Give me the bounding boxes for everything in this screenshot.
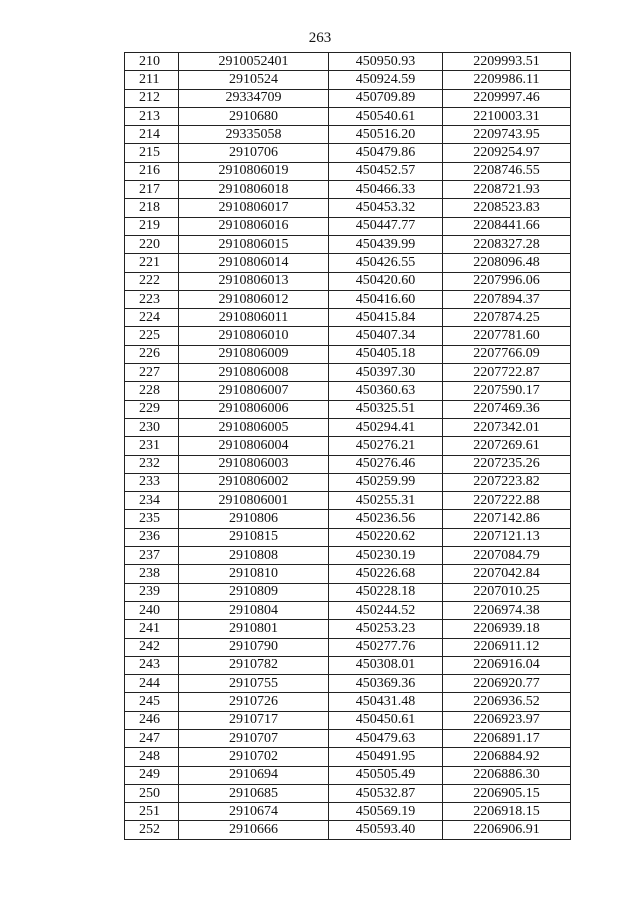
row-number-cell: 221 [125,254,179,272]
y-coordinate-cell: 2209743.95 [443,126,571,144]
y-coordinate-cell: 2206911.12 [443,638,571,656]
x-coordinate-cell: 450431.48 [329,693,443,711]
point-id-cell: 2910694 [179,766,329,784]
point-id-cell: 2910806008 [179,364,329,382]
point-id-cell: 2910806019 [179,162,329,180]
x-coordinate-cell: 450453.32 [329,199,443,217]
point-id-cell: 2910806013 [179,272,329,290]
table-row [125,144,571,162]
x-coordinate-cell: 450505.49 [329,766,443,784]
table-row [125,693,571,711]
table-row [125,89,571,107]
x-coordinate-cell: 450277.76 [329,638,443,656]
row-number-cell: 238 [125,565,179,583]
y-coordinate-cell: 2207766.09 [443,345,571,363]
table-row [125,528,571,546]
table-row [125,748,571,766]
row-number-cell: 227 [125,364,179,382]
table-row [125,327,571,345]
table-row [125,126,571,144]
row-number-cell: 229 [125,400,179,418]
x-coordinate-cell: 450569.19 [329,803,443,821]
y-coordinate-cell: 2206920.77 [443,675,571,693]
y-coordinate-cell: 2208523.83 [443,199,571,217]
table-row [125,565,571,583]
point-id-cell: 2910806010 [179,327,329,345]
x-coordinate-cell: 450308.01 [329,656,443,674]
row-number-cell: 243 [125,656,179,674]
table-row [125,675,571,693]
table-row [125,254,571,272]
table-row [125,547,571,565]
y-coordinate-cell: 2207010.25 [443,583,571,601]
point-id-cell: 2910707 [179,729,329,747]
point-id-cell: 2910806004 [179,437,329,455]
y-coordinate-cell: 2208746.55 [443,162,571,180]
table-row [125,803,571,821]
y-coordinate-cell: 2206916.04 [443,656,571,674]
table-row [125,272,571,290]
row-number-cell: 235 [125,510,179,528]
point-id-cell: 2910815 [179,528,329,546]
table-row [125,821,571,839]
table-row [125,656,571,674]
x-coordinate-cell: 450276.46 [329,455,443,473]
x-coordinate-cell: 450426.55 [329,254,443,272]
point-id-cell: 2910782 [179,656,329,674]
point-id-cell: 2910674 [179,803,329,821]
x-coordinate-cell: 450540.61 [329,107,443,125]
y-coordinate-cell: 2207722.87 [443,364,571,382]
row-number-cell: 251 [125,803,179,821]
x-coordinate-cell: 450532.87 [329,784,443,802]
table-row [125,711,571,729]
point-id-cell: 2910806003 [179,455,329,473]
table-row [125,601,571,619]
x-coordinate-cell: 450420.60 [329,272,443,290]
point-id-cell: 2910806015 [179,235,329,253]
y-coordinate-cell: 2209993.51 [443,53,571,71]
coordinates-table [124,52,571,840]
y-coordinate-cell: 2207781.60 [443,327,571,345]
row-number-cell: 241 [125,620,179,638]
row-number-cell: 247 [125,729,179,747]
row-number-cell: 228 [125,382,179,400]
x-coordinate-cell: 450415.84 [329,309,443,327]
row-number-cell: 211 [125,71,179,89]
x-coordinate-cell: 450416.60 [329,290,443,308]
row-number-cell: 248 [125,748,179,766]
table-row [125,309,571,327]
y-coordinate-cell: 2209254.97 [443,144,571,162]
point-id-cell: 2910702 [179,748,329,766]
y-coordinate-cell: 2207222.88 [443,492,571,510]
point-id-cell: 2910726 [179,693,329,711]
table-row [125,345,571,363]
y-coordinate-cell: 2207142.86 [443,510,571,528]
x-coordinate-cell: 450276.21 [329,437,443,455]
table-row [125,455,571,473]
y-coordinate-cell: 2208441.66 [443,217,571,235]
point-id-cell: 2910806005 [179,418,329,436]
x-coordinate-cell: 450236.56 [329,510,443,528]
row-number-cell: 217 [125,181,179,199]
table-row [125,235,571,253]
y-coordinate-cell: 2206974.38 [443,601,571,619]
point-id-cell: 2910804 [179,601,329,619]
row-number-cell: 231 [125,437,179,455]
y-coordinate-cell: 2206884.92 [443,748,571,766]
y-coordinate-cell: 2208327.28 [443,235,571,253]
table-row [125,290,571,308]
y-coordinate-cell: 2207223.82 [443,473,571,491]
x-coordinate-cell: 450950.93 [329,53,443,71]
point-id-cell: 2910806011 [179,309,329,327]
y-coordinate-cell: 2207121.13 [443,528,571,546]
row-number-cell: 220 [125,235,179,253]
table-row [125,510,571,528]
table-row [125,107,571,125]
x-coordinate-cell: 450405.18 [329,345,443,363]
row-number-cell: 222 [125,272,179,290]
row-number-cell: 232 [125,455,179,473]
row-number-cell: 214 [125,126,179,144]
row-number-cell: 230 [125,418,179,436]
row-number-cell: 218 [125,199,179,217]
y-coordinate-cell: 2206905.15 [443,784,571,802]
table-row [125,766,571,784]
row-number-cell: 224 [125,309,179,327]
table-body [125,53,571,840]
page-number: 263 [308,30,332,46]
y-coordinate-cell: 2206936.52 [443,693,571,711]
table-row [125,418,571,436]
row-number-cell: 237 [125,547,179,565]
x-coordinate-cell: 450255.31 [329,492,443,510]
row-number-cell: 215 [125,144,179,162]
y-coordinate-cell: 2206891.17 [443,729,571,747]
row-number-cell: 233 [125,473,179,491]
y-coordinate-cell: 2207469.36 [443,400,571,418]
x-coordinate-cell: 450516.20 [329,126,443,144]
x-coordinate-cell: 450253.23 [329,620,443,638]
point-id-cell: 2910806 [179,510,329,528]
y-coordinate-cell: 2207042.84 [443,565,571,583]
y-coordinate-cell: 2207342.01 [443,418,571,436]
x-coordinate-cell: 450294.41 [329,418,443,436]
table-row [125,784,571,802]
x-coordinate-cell: 450230.19 [329,547,443,565]
point-id-cell: 2910706 [179,144,329,162]
row-number-cell: 244 [125,675,179,693]
table-row [125,729,571,747]
point-id-cell: 2910808 [179,547,329,565]
y-coordinate-cell: 2207996.06 [443,272,571,290]
point-id-cell: 2910806012 [179,290,329,308]
point-id-cell: 2910806001 [179,492,329,510]
point-id-cell: 29335058 [179,126,329,144]
x-coordinate-cell: 450466.33 [329,181,443,199]
x-coordinate-cell: 450452.57 [329,162,443,180]
table-row [125,217,571,235]
y-coordinate-cell: 2207590.17 [443,382,571,400]
point-id-cell: 2910806007 [179,382,329,400]
point-id-cell: 2910806014 [179,254,329,272]
row-number-cell: 242 [125,638,179,656]
row-number-cell: 234 [125,492,179,510]
y-coordinate-cell: 2207269.61 [443,437,571,455]
x-coordinate-cell: 450325.51 [329,400,443,418]
y-coordinate-cell: 2206886.30 [443,766,571,784]
y-coordinate-cell: 2207874.25 [443,309,571,327]
x-coordinate-cell: 450439.99 [329,235,443,253]
point-id-cell: 2910685 [179,784,329,802]
y-coordinate-cell: 2206918.15 [443,803,571,821]
x-coordinate-cell: 450447.77 [329,217,443,235]
point-id-cell: 2910810 [179,565,329,583]
y-coordinate-cell: 2206906.91 [443,821,571,839]
x-coordinate-cell: 450220.62 [329,528,443,546]
row-number-cell: 212 [125,89,179,107]
row-number-cell: 252 [125,821,179,839]
point-id-cell: 2910666 [179,821,329,839]
table-row [125,181,571,199]
point-id-cell: 2910809 [179,583,329,601]
point-id-cell: 2910790 [179,638,329,656]
x-coordinate-cell: 450491.95 [329,748,443,766]
x-coordinate-cell: 450228.18 [329,583,443,601]
x-coordinate-cell: 450479.86 [329,144,443,162]
point-id-cell: 2910806018 [179,181,329,199]
x-coordinate-cell: 450407.34 [329,327,443,345]
point-id-cell: 2910717 [179,711,329,729]
x-coordinate-cell: 450397.30 [329,364,443,382]
point-id-cell: 2910806017 [179,199,329,217]
y-coordinate-cell: 2208721.93 [443,181,571,199]
x-coordinate-cell: 450709.89 [329,89,443,107]
table-row [125,473,571,491]
x-coordinate-cell: 450360.63 [329,382,443,400]
row-number-cell: 250 [125,784,179,802]
row-number-cell: 236 [125,528,179,546]
y-coordinate-cell: 2209986.11 [443,71,571,89]
x-coordinate-cell: 450369.36 [329,675,443,693]
table-row [125,53,571,71]
row-number-cell: 245 [125,693,179,711]
row-number-cell: 216 [125,162,179,180]
row-number-cell: 240 [125,601,179,619]
y-coordinate-cell: 2209997.46 [443,89,571,107]
x-coordinate-cell: 450259.99 [329,473,443,491]
table-row [125,364,571,382]
table-row [125,620,571,638]
row-number-cell: 225 [125,327,179,345]
table-row [125,583,571,601]
point-id-cell: 2910806009 [179,345,329,363]
y-coordinate-cell: 2207235.26 [443,455,571,473]
point-id-cell: 29334709 [179,89,329,107]
point-id-cell: 2910052401 [179,53,329,71]
point-id-cell: 2910806016 [179,217,329,235]
table-row [125,492,571,510]
point-id-cell: 2910524 [179,71,329,89]
x-coordinate-cell: 450924.59 [329,71,443,89]
row-number-cell: 226 [125,345,179,363]
table-row [125,638,571,656]
table-row [125,382,571,400]
point-id-cell: 2910806002 [179,473,329,491]
point-id-cell: 2910755 [179,675,329,693]
row-number-cell: 223 [125,290,179,308]
point-id-cell: 2910801 [179,620,329,638]
row-number-cell: 239 [125,583,179,601]
y-coordinate-cell: 2208096.48 [443,254,571,272]
x-coordinate-cell: 450244.52 [329,601,443,619]
y-coordinate-cell: 2206939.18 [443,620,571,638]
y-coordinate-cell: 2210003.31 [443,107,571,125]
table-row [125,71,571,89]
x-coordinate-cell: 450226.68 [329,565,443,583]
table-row [125,437,571,455]
table-row [125,162,571,180]
row-number-cell: 213 [125,107,179,125]
x-coordinate-cell: 450593.40 [329,821,443,839]
x-coordinate-cell: 450450.61 [329,711,443,729]
y-coordinate-cell: 2207084.79 [443,547,571,565]
y-coordinate-cell: 2207894.37 [443,290,571,308]
point-id-cell: 2910680 [179,107,329,125]
row-number-cell: 246 [125,711,179,729]
row-number-cell: 249 [125,766,179,784]
row-number-cell: 210 [125,53,179,71]
y-coordinate-cell: 2206923.97 [443,711,571,729]
x-coordinate-cell: 450479.63 [329,729,443,747]
table-row [125,400,571,418]
table-row [125,199,571,217]
point-id-cell: 2910806006 [179,400,329,418]
row-number-cell: 219 [125,217,179,235]
